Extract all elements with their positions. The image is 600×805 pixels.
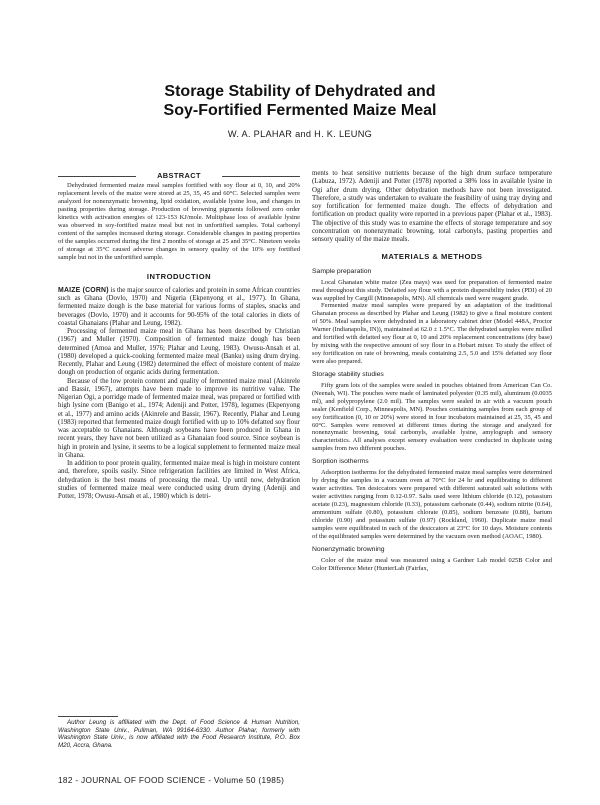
sorption-isotherms-heading: Sorption isotherms	[312, 458, 369, 466]
storage-stability-paragraph: Fifty gram lots of the samples were sealed in pouches obtained from American Can Co. (Neenah, WI). The pouches were made of laminated polyester (0.35 mil), aluminum (0.0035 ml), and polypropylene (2.0 mil). The samples were sealed in air with a vacuum pouch sealer (Kenfield Corp., Minneapolis, MN). Pouches containing samples from each group of soy fortification (0, 10 or 20%) were stored in four incubators maintained at 25, 35, 45 and 60°C. Samples were removed at different times during the storage and analyzed for nonenzymatic browning, total carbonyls, available lysine, amylograph and sensory characteristics. All analyses except sensory evaluation were conducted in duplicate using samples from two different pouches.	[312, 381, 552, 453]
author-line: W. A. PLAHAR and H. K. LEUNG	[227, 129, 373, 139]
intro-continuation: ments to heat sensitive nutrients because of the high drum surface temperature (Labuza, 1972). Adeniji and Potter (1978) reported a 38% loss in available lysine in Ogi after drum drying. Other dehydration methods have not been investigated. Therefore, a study was undertaken to evaluate the feasibility of using tray drying and soy fortification for fermented maize dough. The effects of dehydration and fortification on product quality were reported in a previous paper (Plahar et al., 1983). The objective of this study was to examine the effects of storage temperature and soy concentration on nonenzymatic browning, total carbonyls, pasting properties and sensory quality of the maize meals.	[312, 170, 552, 243]
sample-preparation-paragraph-2: Fermented maize meal samples were prepared by an adaptation of the traditional Ghanaian process as described by Plahar and Leung (1982) to give a final moisture content of 50%. Meal samples were dehydrated in a laboratory cabinet drier (Model 448A, Proctor Warner (Indianapolis, IN)), maintained at 62.0 ± 1.5°C. The dehydrated samples were milled and fortified with defatted soy flour at 0, 10 and 20% replacement concentrations (dry base) by mixing with the respective amount of soy flour in a Hobart mixer. To study the effect of soy fortification on rate of browning, meals containing 2.5, 5.0 and 15% defatted soy flour were also prepared.	[312, 302, 552, 365]
abstract-heading-text: ABSTRACT	[157, 171, 201, 180]
intro-paragraph-2: Processing of fermented maize meal in Ghana has been described by Christian (1967) and Muller (1970). Composition of fermented maize dough has been determined (Amoa and Muller, 1976; Plahar and Leung, 1983). Owusu-Ansah et al. (1980) developed a quick-cooking fermented maize meal (Banku) using drum drying. Recently, Plahar and Leung (1982) determined the effect of moisture content of maize dough on production of organic acids during fermentation.	[58, 328, 300, 377]
storage-stability-heading: Storage stability studies	[312, 370, 384, 378]
abstract-text: Dehydrated fermented maize meal samples fortified with soy flour at 0, 10, and 20% replacement levels of the maize were stored at 25, 35, 45 and 60°C. Selected samples were analyzed for nonenzymatic browning, lipid oxidation, available lysine loss, and changes in pasting properties during storage. Production of browning pigments followed zero order kinetics with activation energies of 123-153 KJ/mole. Multiphase loss of available lysine was observed in soy-fortified maize meal but not in unfortified samples. Total carbonyl content of the samples increased during storage. Considerable changes in pasting properties of the samples occurred during the first 2 months of storage at 25 and 35°C. Nineteen weeks of storage at 35°C caused adverse changes in sensory quality of the 10% soy fortified sample but not in the unfortified sample.	[58, 182, 300, 261]
author-footnote	[58, 719, 300, 750]
right-column	[312, 170, 552, 573]
footnote-rule	[58, 716, 118, 717]
page-footer: 182 - JOURNAL OF FOOD SCIENCE - Volume 50 (1985)	[58, 775, 285, 785]
intro-paragraph-1	[58, 287, 300, 328]
nonenzymatic-browning-paragraph: Color of the maize meal was measured using a Gardner Lab model 025B Color and Color Difference Meter (HunterLab (Fairfax,	[312, 556, 552, 572]
sorption-isotherms-paragraph: Adsorption isotherms for the dehydrated fermented maize meal samples were determined by drying the samples in a vacuum oven at 70°C for 24 hr and equilibrating to different water activities. Ten desiccators were prepared with different saturated salt solutions with water activities ranging from 0.12-0.97. Salts used were lithium chloride (0.12), potassium acetate (0.23), magnesium chloride (0.33), potassium carbonate (0.44), sodium nitrite (0.64), ammonium sulfate (0.80), potassium chlorate (0.85), sodium benzoate (0.88), barium chloride (0.90) and potassium sulfate (0.97) (Rockland, 1960). Duplicate maize meal samples were equilibrated in each of the desiccators at 23°C for 10 days. Moisture contents of the equilibrated samples were determined by the vacuum oven method (AOAC, 1980).	[312, 469, 552, 540]
intro-paragraph-1-text: is the major source of calories and protein in some African countries such as Ghana (Dovlo, 1970) and Nigeria (Ekpenyong et al., 1977). In Ghana, fermented maize dough is the base material for various forms of staples, snacks and beverages (Dovlo, 1970) and it accounts for 90-95% of the total calories in diets of coastal Ghanaians (Plahar and Leung, 1982).	[58, 286, 300, 327]
article-title	[0, 82, 600, 120]
intro-lead-word: MAIZE (CORN)	[58, 286, 109, 294]
left-column	[58, 170, 300, 501]
methods-heading: MATERIALS & METHODS	[381, 252, 483, 262]
introduction-heading: INTRODUCTION	[146, 271, 212, 281]
intro-paragraph-3: Because of the low protein content and quality of fermented maize meal (Akinrele and Bassir, 1967), attempts have been made to improve its nutritive value. The Nigerian Ogi, a porridge made of fermented maize meal, was prepared or fortified with high lysine corn (Banigo et al., 1974; Adeniji and Potter, 1978), legumes (Ekpenyong et al., 1977) and amino acids (Akinrele and Bassir, 1967). Recently, Plahar and Leung (1983) reported that fermented maize dough fortified with up to 10% defatted soy flour was acceptable to Ghanaians. Although soybeans have been produced in Ghana in recent years, they have not been utilized as a Ghanaian food source. Since soybean is high in protein and lysine, it seems to be a logical supplement to fermented maize meal in Ghana.	[58, 377, 300, 459]
title-line-1: Storage Stability of Dehydrated and	[164, 83, 436, 100]
title-line-2: Soy-Fortified Fermented Maize Meal	[163, 102, 437, 119]
abstract-rule-right	[222, 176, 300, 177]
intro-paragraph-4: In addition to poor protein quality, fermented maize meal is high in moisture content and, therefore, spoils easily. Since refrigeration facilities are limited in West Africa, dehydration is the best means of processing the meal. Up until now, dehydration studies of fermented maize meal were conducted using drum drying (Adeniji and Potter, 1978; Owusu-Ansah et al., 1980) which is detri-	[58, 460, 301, 501]
footnote-text: Author Leung is affiliated with the Dept. of Food Science & Human Nutrition, Washington State Univ., Pullman, WA 99164-6330. Author Plahar, formerly with Washington State Univ., is now affiliated with the Food Research Institute, P.O. Box M20, Accra, Ghana.	[58, 719, 300, 750]
sample-preparation-heading: Sample preparation	[312, 267, 372, 275]
abstract-block	[58, 182, 300, 262]
nonenzymatic-browning-heading: Nonenzymatic browning	[312, 545, 385, 553]
sample-preparation-paragraph-1: Local Ghanaian white maize (Zea mays) was used for preparation of fermented maize meal throughout this study. Defatted soy flour with a protein dispersibility index (PDI) of 20 was supplied by Cargill (Minneapolis, MN). All chemicals used were reagent grade.	[312, 278, 552, 302]
abstract-rule-left	[58, 176, 136, 177]
abstract-heading	[58, 170, 300, 182]
